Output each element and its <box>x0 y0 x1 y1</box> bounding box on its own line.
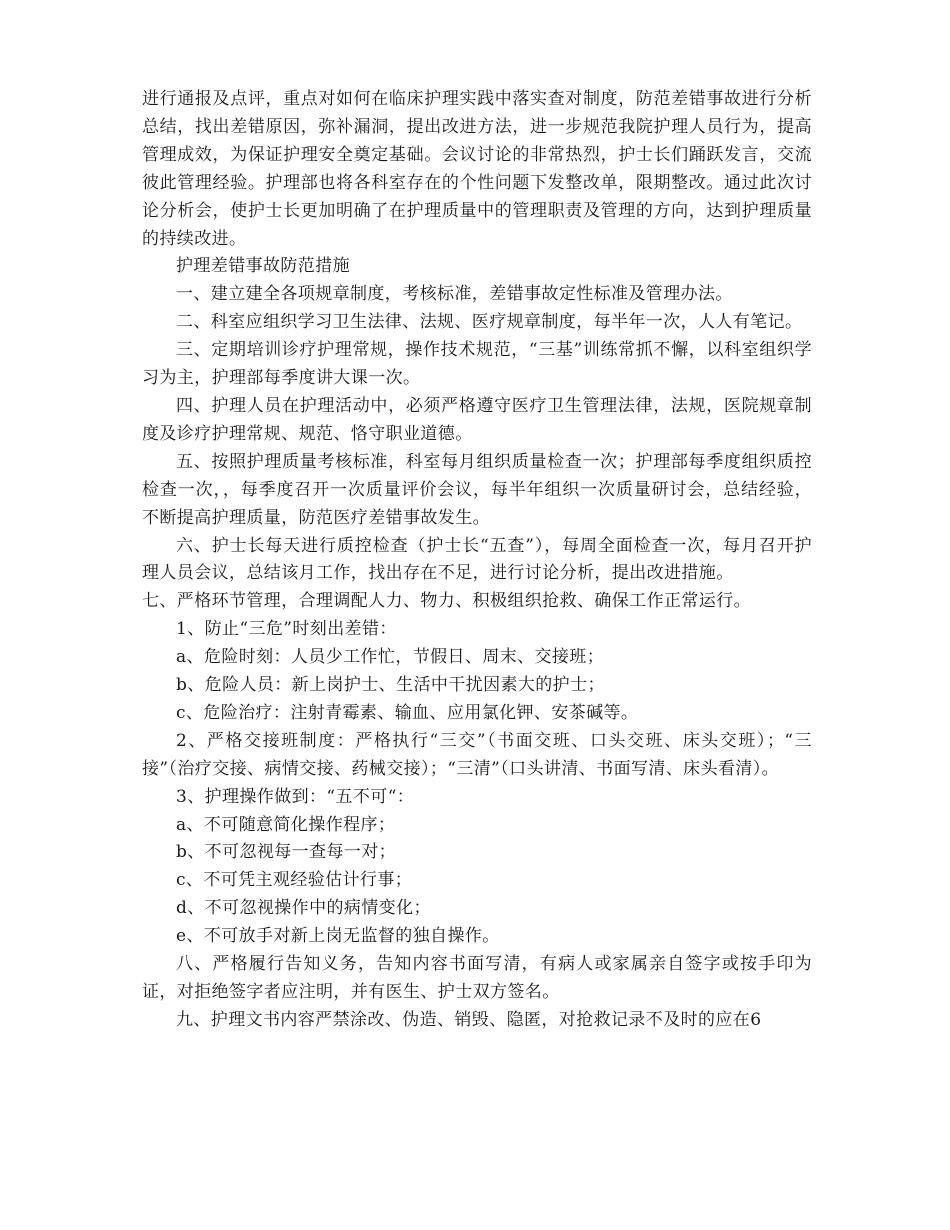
sub-item-1: 1、防止“三危”时刻出差错： <box>176 619 397 640</box>
section-heading: 护理差错事故防范措施 <box>176 256 350 277</box>
paragraph-item-4: 四、护理人员在护理活动中，必须严格遵守医疗卫生管理法律，法规，医院规章制度及诊疗护理常规、规范、恪守职业道德。 <box>142 395 812 444</box>
sub-item-3c: c、不可凭主观经验估计行事； <box>176 870 413 891</box>
sub-item-3: 3、护理操作做到：“五不可“： <box>176 786 415 807</box>
sub-item-1b: b、危险人员：新上岗护士、生活中干扰因素大的护士； <box>176 675 605 696</box>
paragraph-item-5: 五、按照护理质量考核标准，科室每月组织质量检查一次；护理部每季度组织质控检查一次，，每季度召开一次质量评价会议，每半年组织一次质量研讨会，总结经验，不断提高护理质量，防范医疗差错事故发生。 <box>142 451 812 528</box>
sub-item-3b: b、不可忽视每一查每一对； <box>176 842 397 863</box>
sub-item-2: 2、严格交接班制度：严格执行“三交”（书面交班、口头交班、床头交班）；“三接”（治疗交接、病情交接、药械交接）；“三清”（口头讲清、书面写清、床头看清）。 <box>142 730 812 779</box>
paragraph-item-8: 八、严格履行告知义务，告知内容书面写清，有病人或家属亲自签字或按手印为证，对拒绝签字者应注明，并有医生、护士双方签名。 <box>142 954 812 1002</box>
paragraph-item-9: 九、护理文书内容严禁涂改、伪造、销毁、隐匿，对抢救记录不及时的应在6 <box>176 1009 762 1030</box>
sub-item-3e: e、不可放手对新上岗无监督的独自操作。 <box>176 926 500 947</box>
paragraph-item-3: 三、定期培训诊疗护理常规，操作技术规范，“三基”训练常抓不懈，以科室组织学习为主，护理部每季度讲大课一次。 <box>142 340 812 389</box>
paragraph-item-6: 六、护士长每天进行质控检查（护士长“五查”），每周全面检查一次，每月召开护理人员会议，总结该月工作，找出存在不足，进行讨论分析，提出改进措施。 <box>142 535 812 584</box>
sub-item-3d: d、不可忽视操作中的病情变化； <box>176 898 431 919</box>
sub-item-1c: c、危险治疗：注射青霉素、输血、应用氯化钾、安茶碱等。 <box>176 702 639 723</box>
paragraph-intro-continuation: 进行通报及点评，重点对如何在临床护理实践中落实查对制度，防范差错事故进行分析总结，找出差错原因，弥补漏洞，提出改进方法，进一步规范我院护理人员行为，提高管理成效，为保证护理安全奠定基础。会议讨论的非常热烈，护士长们踊跃发言，交流彼此管理经验。护理部也将各科室存在的个性问题下发整改单，限期整改。通过此次讨论分析会，使护士长更加明确了在护理质量中的管理职责及管理的方向，达到护理质量的持续改进。 <box>142 89 812 249</box>
paragraph-item-2: 二、科室应组织学习卫生法律、法规、医疗规章制度，每半年一次，人人有笔记。 <box>176 312 803 333</box>
paragraph-item-1: 一、建立建全各项规章制度，考核标准，差错事故定性标准及管理办法。 <box>176 284 733 305</box>
paragraph-item-7: 七、严格环节管理，合理调配人力、物力、积极组织抢救、确保工作正常运行。 <box>142 591 751 612</box>
sub-item-3a: a、不可随意简化操作程序； <box>176 814 396 835</box>
document-body <box>142 86 812 1035</box>
sub-item-1a: a、危险时刻：人员少工作忙，节假日、周末、交接班； <box>176 647 605 668</box>
